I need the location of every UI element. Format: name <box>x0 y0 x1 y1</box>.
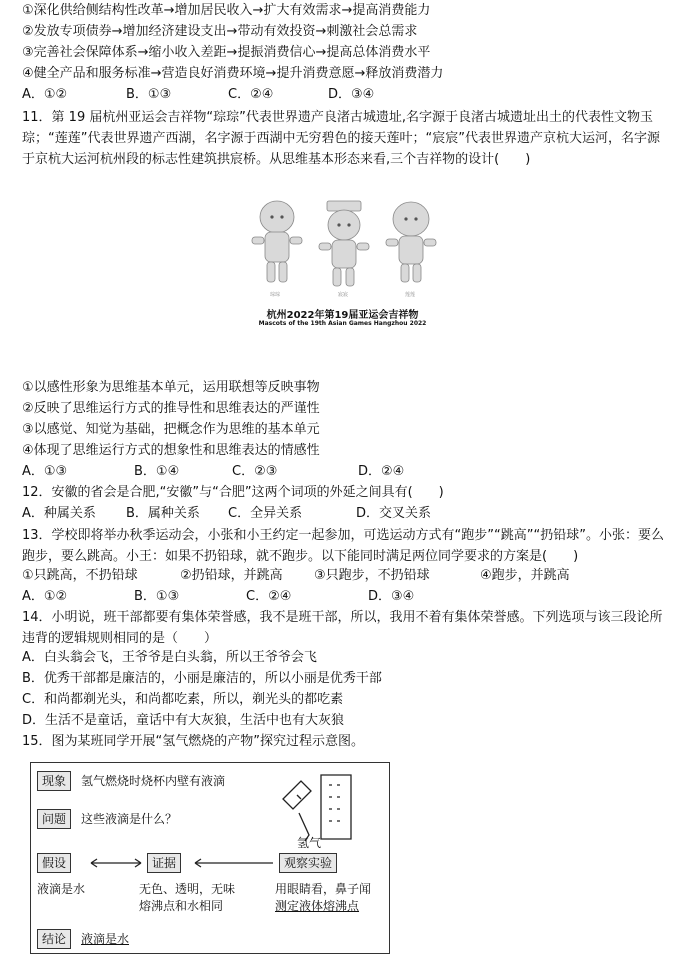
mascot-name-lianlian: 莲莲 <box>405 292 416 298</box>
q11-item-1: ①以感性形象为思维基本单元，运用联想等反映事物 <box>22 380 320 395</box>
q13-item-4: ④跑步，并跳高 <box>480 568 570 583</box>
mascot-figure <box>235 195 450 335</box>
q14-option-c[interactable]: C．和尚都剃光头，和尚都吃素，所以，剃光头的都吃素 <box>22 692 344 707</box>
q10-item-1: ①深化供给侧结构性改革→增加居民收入→扩大有效需求→提高消费能力 <box>22 3 431 18</box>
q10-item-2: ②发放专项债券→增加经济建设支出→带动有效投资→刺激社会总需求 <box>22 24 418 39</box>
experiment-text-2: 测定液体熔沸点 <box>275 899 360 913</box>
q11-item-3: ③以感觉、知觉为基础，把概念作为思维的基本单元 <box>22 422 320 437</box>
question-text: 这些液滴是什么？ <box>81 812 178 826</box>
inquiry-diagram <box>30 762 390 954</box>
q11-item-2: ②反映了思维运行方式的推导性和思维表达的严谨性 <box>22 401 320 416</box>
q11-option-a[interactable]: A．①③ <box>22 464 68 479</box>
mascot-name-chenchen: 宸宸 <box>338 292 349 298</box>
q12-option-d[interactable]: D．交叉关系 <box>356 506 432 521</box>
mascot-name-row <box>235 291 450 300</box>
hypothesis-text: 液滴是水 <box>37 882 86 896</box>
q12-options <box>22 505 431 523</box>
arrow-left-icon <box>193 857 275 869</box>
mascot-illustration <box>235 195 450 300</box>
q13-stem: 13．学校即将举办秋季运动会，小张和小王约定一起参加，可选运动方式有“跑步”“跳高”“扔铅球”。小张：要么跑步，要么跳高。小王：如果不扔铅球，就不跑步。以下能同时满足两位同学要求的方案是( ) <box>22 528 664 564</box>
q14-option-a[interactable]: A．白头翁会飞，王爷爷是白头翁，所以王爷爷会飞 <box>22 650 317 665</box>
q12-option-b[interactable]: B．属种关系 <box>126 506 200 521</box>
q10-item-4: ④健全产品和服务标准→营造良好消费环境→提升消费意愿→释放消费潜力 <box>22 66 444 81</box>
experiment-text-1: 用眼睛看，鼻子闻 <box>275 882 372 896</box>
q12-option-c[interactable]: C．全异关系 <box>228 506 303 521</box>
q13-item-3: ③只跑步，不扔铅球 <box>314 568 430 583</box>
question-label: 问题 <box>37 809 71 829</box>
q13-option-b[interactable]: B．①③ <box>134 589 180 604</box>
q11-item-4: ④体现了思维运行方式的想象性和思维表达的情感性 <box>22 443 320 458</box>
q12-option-a[interactable]: A．种属关系 <box>22 506 96 521</box>
phenomenon-text: 氢气燃烧时烧杯内壁有液滴 <box>81 774 226 788</box>
q13-items <box>22 567 570 585</box>
evidence-text-1: 无色、透明，无味 <box>139 882 236 896</box>
q11-option-d[interactable]: D．②④ <box>358 464 405 479</box>
gas-label: 氢气 <box>297 836 322 850</box>
q13-option-a[interactable]: A．①② <box>22 589 68 604</box>
q12-stem: 12．安徽的省会是合肥,“安徽”与“合肥”这两个词项的外延之间具有( ) <box>22 485 444 500</box>
conclusion-label: 结论 <box>37 929 71 949</box>
q13-options <box>22 588 414 606</box>
q10-option-b[interactable]: B．①③ <box>126 87 172 102</box>
q13-option-d[interactable]: D．③④ <box>368 589 415 604</box>
q11-option-c[interactable]: C．②③ <box>232 464 278 479</box>
experiment-label: 观察实验 <box>279 853 337 873</box>
q13-item-1: ①只跳高，不扔铅球 <box>22 568 138 583</box>
q10-option-d[interactable]: D．③④ <box>328 87 375 102</box>
q10-item-3: ③完善社会保障体系→缩小收入差距→提振消费信心→提高总体消费水平 <box>22 45 431 60</box>
q14-option-b[interactable]: B．优秀干部都是廉洁的，小丽是廉洁的，所以小丽是优秀干部 <box>22 671 382 686</box>
hypothesis-label: 假设 <box>37 853 71 873</box>
q11-stem: 11．第 19 届杭州亚运会吉祥物“琮琮”代表世界遗产良渚古城遗址,名字源于良渚古城遗址出土的代表性文物玉琮；“莲莲”代表世界遗产西湖，名字源于西湖中无穷碧色的接天莲叶；“宸宸”代表世界遗产京杭大运河，名字源于京杭大运河杭州段的标志性建筑拱宸桥。从思维基本形态来看,三个吉祥物的设计( ) <box>22 110 660 167</box>
mascot-caption-en: Mascots of the 19th Asian Games Hangzhou 2022 <box>258 320 427 327</box>
q13-item-2: ②扔铅球，并跳高 <box>180 568 283 583</box>
q11-options <box>22 463 404 481</box>
double-arrow-icon <box>89 857 143 869</box>
evidence-label: 证据 <box>147 853 181 873</box>
q10-option-c[interactable]: C．②④ <box>228 87 274 102</box>
mascot-name-congcong: 琮琮 <box>270 292 281 298</box>
q15-stem: 15．图为某班同学开展“氢气燃烧的产物”探究过程示意图。 <box>22 734 365 749</box>
q11-option-b[interactable]: B．①④ <box>134 464 180 479</box>
q14-option-d[interactable]: D．生活不是童话，童话中有大灰狼，生活中也有大灰狼 <box>22 713 345 728</box>
mascot-caption-cn: 杭州2022年第19届亚运会吉祥物 <box>266 310 419 321</box>
q10-option-a[interactable]: A．①② <box>22 87 68 102</box>
beaker-flame-sketch <box>279 769 369 851</box>
q13-option-c[interactable]: C．②④ <box>246 589 292 604</box>
q14-stem: 14．小明说，班干部都要有集体荣誉感，我不是班干部，所以，我用不着有集体荣誉感。下列选项与该三段论所违背的逻辑规则相同的是（ ） <box>22 610 663 646</box>
evidence-text-2: 熔沸点和水相同 <box>139 899 224 913</box>
conclusion-text: 液滴是水 <box>81 932 130 946</box>
q10-options <box>22 86 374 104</box>
phenomenon-label: 现象 <box>37 771 71 791</box>
